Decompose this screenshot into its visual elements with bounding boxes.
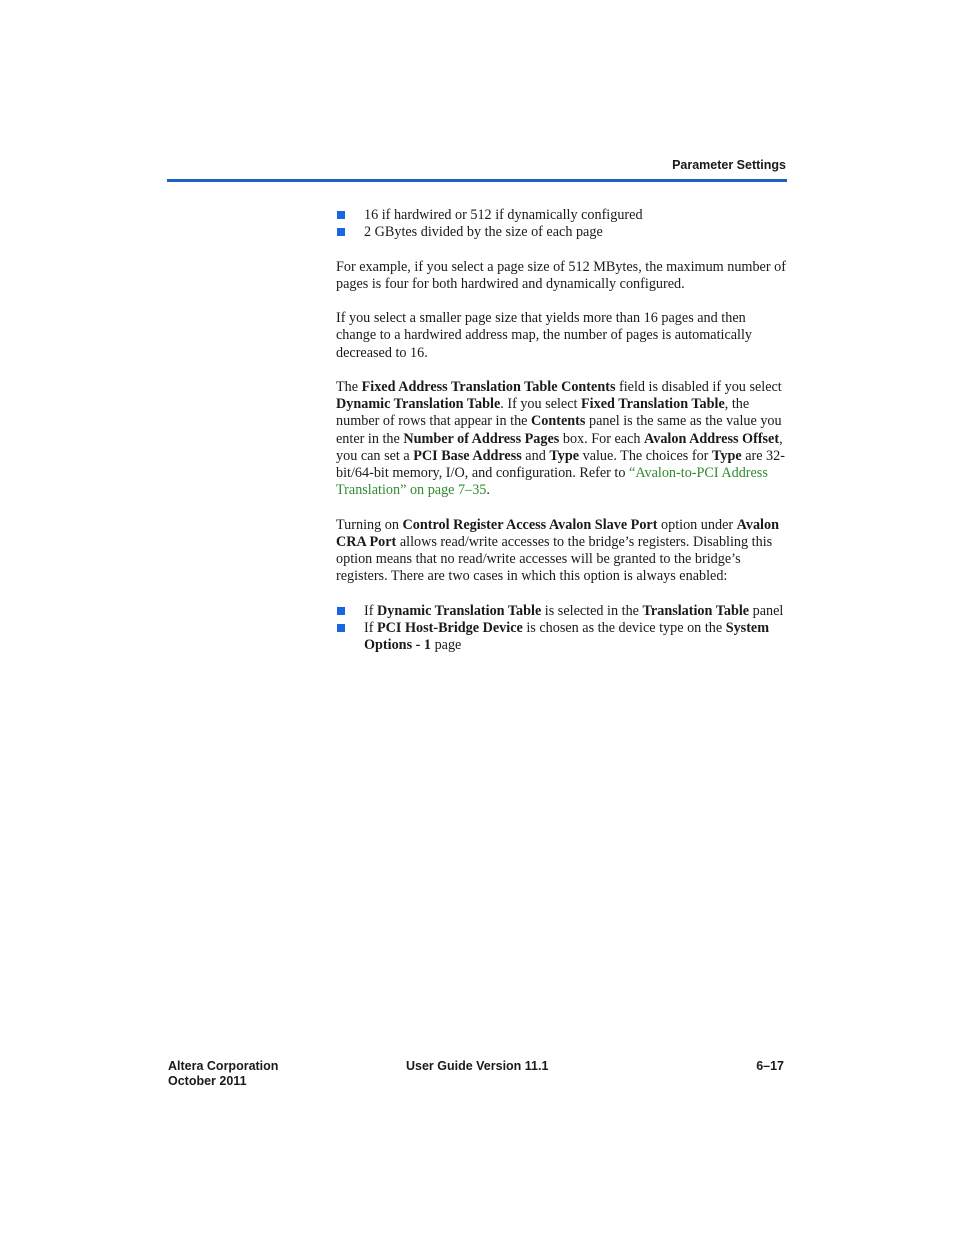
header-rule (167, 179, 787, 182)
footer-guide-version: User Guide Version 11.1 (406, 1059, 549, 1073)
paragraph-example: For example, if you select a page size of 512 MBytes, the maximum number of pages is four for both hardwired and dynamically configured. (336, 258, 786, 292)
paragraph-translation-table: The Fixed Address Translation Table Contents field is disabled if you select Dynamic Translation Table. If you select Fixed Translation Table, the number of rows that appear in the Contents panel is the same as the value you enter in the Number of Address Pages box. For each Avalon Address Offset, you can set a PCI Base Address and Type value. The choices for Type are 32-bit/64-bit memory, I/O, and configuration. Refer to “Avalon-to-PCI Address Translation” on page 7–35. (336, 378, 785, 499)
footer-company: Altera Corporation (168, 1059, 279, 1073)
footer-page-number: 6–17 (756, 1059, 784, 1073)
footer-date: October 2011 (168, 1074, 247, 1088)
square-bullet-icon (337, 211, 345, 219)
list-item: 2 GBytes divided by the size of each page (336, 224, 788, 241)
cross-reference-link[interactable]: “Avalon-to-PCI Address Translation” on page 7–35 (336, 465, 768, 499)
list-item: If Dynamic Translation Table is selected in the Translation Table panel (336, 603, 788, 620)
square-bullet-icon (337, 624, 345, 632)
list-item: If PCI Host-Bridge Device is chosen as the device type on the System Options - 1 page (336, 620, 788, 654)
square-bullet-icon (337, 607, 345, 615)
always-enabled-list (336, 603, 788, 655)
page-count-list (336, 207, 788, 241)
list-item: 16 if hardwired or 512 if dynamically configured (336, 207, 788, 224)
square-bullet-icon (337, 228, 345, 236)
body-content (336, 207, 788, 671)
paragraph-page-size: If you select a smaller page size that yields more than 16 pages and then change to a hardwired address map, the number of pages is automatically decreased to 16. (336, 310, 753, 361)
paragraph-cra-port: Turning on Control Register Access Avalon Slave Port option under Avalon CRA Port allows read/write accesses to the bridge’s registers. Disabling this option means that no read/write accesses will be granted to the bridge’s registers. There are two cases in which this option is always enabled: (336, 516, 779, 585)
running-header-title: Parameter Settings (672, 158, 786, 172)
footer-left (168, 1059, 278, 1089)
